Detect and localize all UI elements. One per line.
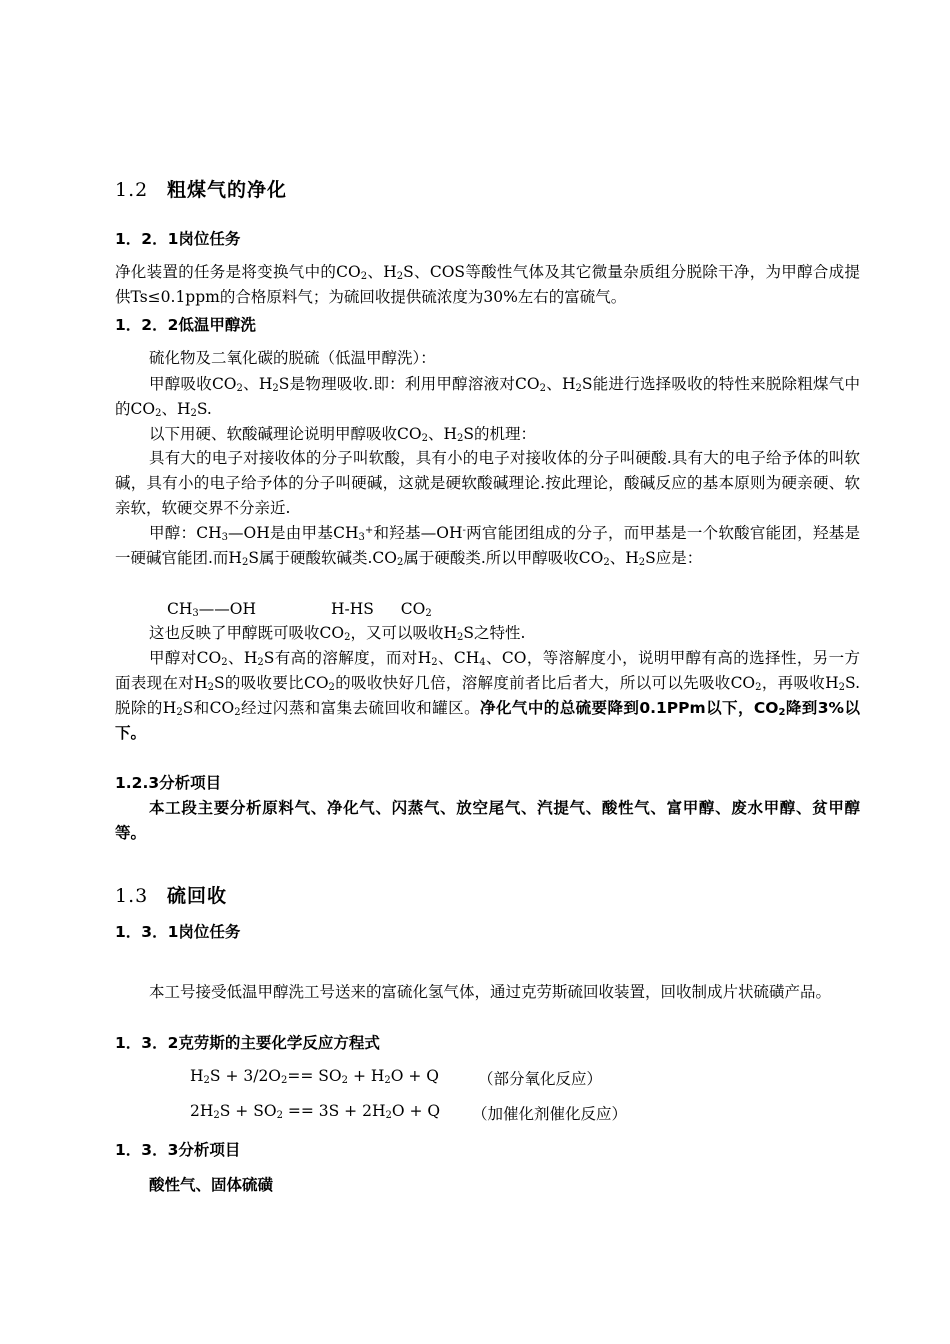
equation-catalytic: $2H_2S + SO_2 == 3S + 2H_2O + Q$ [190,1102,441,1121]
equation-note-catalytic: （加催化剂催化反应） [472,1105,628,1123]
section-number: 1.2 [115,179,149,201]
section-heading-1-3 [115,881,860,908]
paragraph-hsab-mechanism: 以下用硬、软酸碱理论说明甲醇吸收$CO_2$、$H_2S$的机理： [149,425,536,444]
paragraph-analysis-items-sulfur: 酸性气、固体硫磺 [149,1176,274,1194]
subsection-heading-1-3-2: 1．3．2克劳斯的主要化学反应方程式 [115,1034,380,1052]
formula-line: $CH_3——OH$ H-HS $CO_2$ [167,600,432,619]
paragraph-analysis-items: 本工段主要分析原料气、净化气、闪蒸气、放空尾气、汽提气、酸性气、富甲醇、废水甲醇、贫甲醇等。 [115,799,860,842]
paragraph-methanol-absorbs: 这也反映了甲醇既可吸收$CO_2$，又可以吸收$H_2S$之特性. [149,624,526,643]
section-number: 1.3 [115,885,149,907]
paragraph-desulfurization-intro: 硫化物及二氧化碳的脱硫（低温甲醇洗）： [149,349,436,367]
section-title: 硫回收 [167,885,228,907]
section-heading-1-2 [115,175,860,202]
subsection-heading-1-2-2: 1．2．2低温甲醇洗 [115,316,256,334]
paragraph-physical-absorption: 甲醇吸收$CO_2$、$H_2S$是物理吸收.即：利用甲醇溶液对$CO_2$、$H_2S$能进行选择吸收的特性来脱除粗煤气中的$CO_2$、$H_2S$. [115,375,860,419]
equation-partial-oxidation: $H_2S + 3/2O_2== SO_2 + H_2O + Q$ [190,1067,440,1086]
paragraph-task-purification: 净化装置的任务是将变换气中的$CO_2$、$H_2S$、COS等酸性气体及其它微量杂质组分脱除干净，为甲醇合成提供Ts≤0.1ppm的合格原料气；为硫回收提供硫浓度为30%左右的富硫气。 [115,263,860,306]
paragraph-solubility: 甲醇对$CO_2$、$H_2S$有高的溶解度，而对$H_2$、$CH_4$、CO，等溶解度小，说明甲醇有高的选择性，另一方面表现在对$H_2S$的吸收要比$CO_2$的吸收快好几倍，溶解度前者比后者大，所以可以先吸收$CO_2$，再吸收$H_2S$.脱除的$H_2S$和$CO_2$经过闪蒸和富集去硫回收和罐区。净化气中的总硫要降到0.1PPm以下，$CO_2$降到3%以下。 [115,649,860,742]
subsection-heading-1-2-3: 1.2.3分析项目 [115,774,222,792]
subsection-heading-1-3-3: 1．3．3分析项目 [115,1141,241,1159]
section-title: 粗煤气的净化 [167,179,288,201]
paragraph-sulfur-recovery-task: 本工号接受低温甲醇洗工号送来的富硫化氢气体，通过克劳斯硫回收装置，回收制成片状硫磺产品。 [149,983,832,1001]
paragraph-methanol-groups: 甲醇：$CH_3—OH$是由甲基$CH_3^+$和羟基—OH-两官能团组成的分子，而甲基是一个软酸官能团，羟基是一硬碱官能团.而$H_2S$属于硬酸软碱类$.CO_2$属于硬酸类.所以甲醇吸收$CO_2$、$H_2S$应是： [115,524,860,568]
subsection-heading-1-2-1: 1．2．1岗位任务 [115,230,241,248]
paragraph-hsab-theory: 具有大的电子对接收体的分子叫软酸，具有小的电子对接收体的分子叫硬酸.具有大的电子给予体的叫软碱，具有小的电子给予体的分子叫硬碱，这就是硬软酸碱理论.按此理论，酸碱反应的基本原则为硬亲硬、软亲软，软硬交界不分亲近. [115,449,860,517]
equation-note-partial-oxidation: （部分氧化反应） [478,1070,603,1088]
subsection-heading-1-3-1: 1．3．1岗位任务 [115,923,241,941]
